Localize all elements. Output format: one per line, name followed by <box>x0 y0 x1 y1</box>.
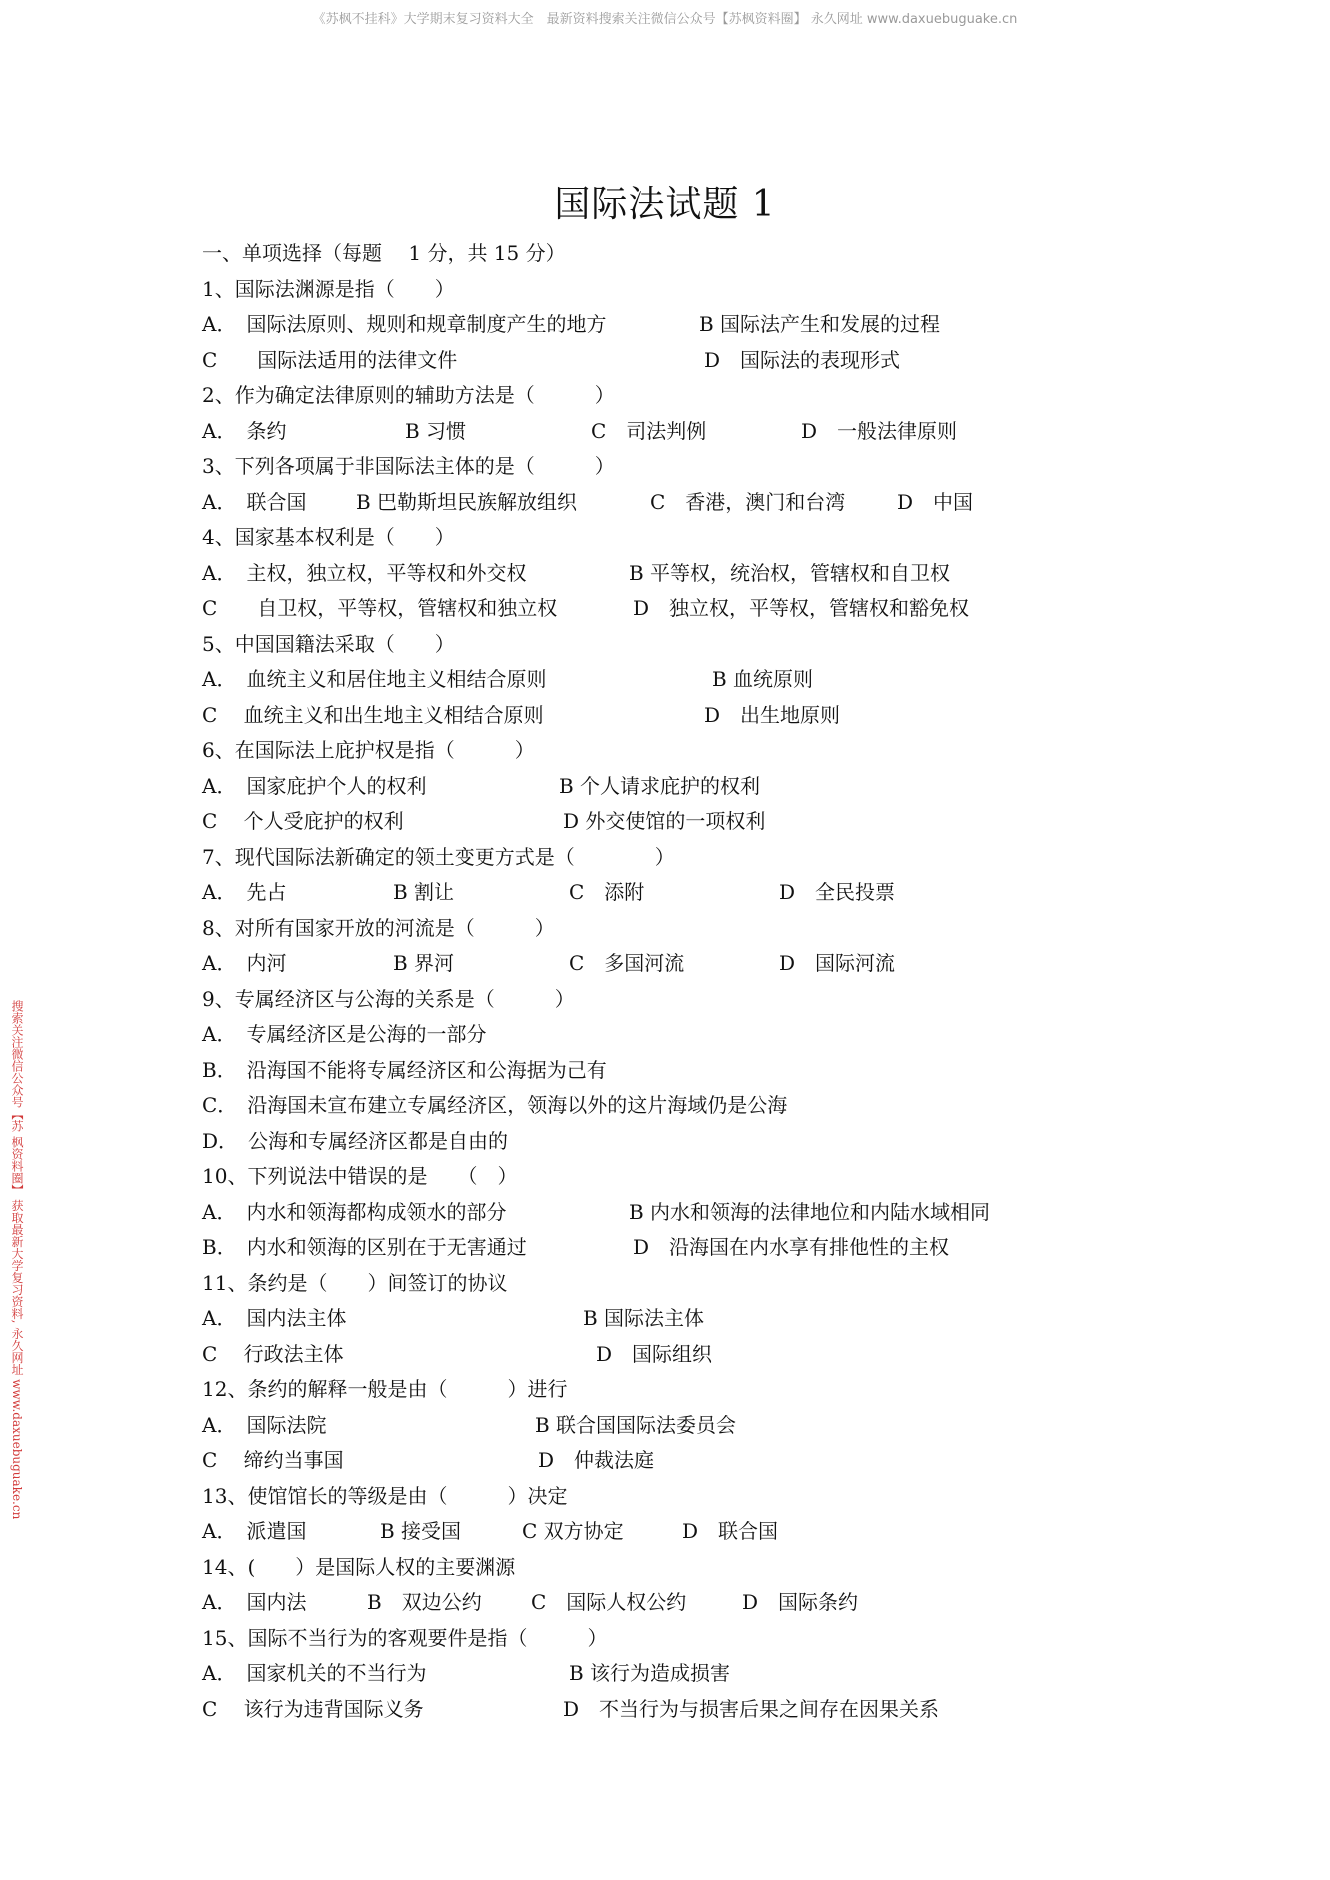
option-row <box>202 1656 1222 1692</box>
option-row <box>202 1053 1222 1089</box>
option-a: A． 国家机关的不当行为 <box>202 1661 427 1685</box>
option-b: B 联合国国际法委员会 <box>535 1412 737 1437</box>
option-c: C 血统主义和出生地主义相结合原则 <box>202 702 544 727</box>
question-stem: 3、下列各项属于非国际法主体的是（ ） <box>202 454 615 478</box>
option-c: B． 内水和领海的区别在于无害通过 <box>202 1235 527 1259</box>
page-title: 国际法试题 1 <box>554 184 776 225</box>
option-c: C 自卫权，平等权，管辖权和独立权 <box>202 596 558 620</box>
option-d: D 仲裁法庭 <box>538 1448 655 1472</box>
question-stem: 11、条约是（ ）间签订的协议 <box>202 1270 508 1295</box>
question-stem: 2、作为确定法律原则的辅助方法是（ ） <box>202 383 615 407</box>
option-row <box>202 591 1222 627</box>
option-d: D 沿海国在内水享有排他性的主权 <box>633 1235 950 1259</box>
option-c: C． 沿海国未宣布建立专属经济区，领海以外的这片海域仍是公海 <box>202 1093 788 1117</box>
option-row <box>202 1017 1222 1053</box>
option-b: B 国际法产生和发展的过程 <box>699 312 941 336</box>
option-a: A． 先占 <box>202 880 287 904</box>
exam-content <box>202 236 1222 1727</box>
option-c: C 缔约当事国 <box>202 1448 344 1472</box>
option-row <box>202 804 1222 840</box>
option-row <box>202 1692 1222 1728</box>
option-c: C 行政法主体 <box>202 1341 344 1366</box>
option-d: D 国际条约 <box>742 1590 859 1614</box>
question-stem: 10、下列说法中错误的是 （ ） <box>202 1164 518 1188</box>
option-row <box>202 662 1222 698</box>
option-d: D 中国 <box>897 489 974 514</box>
option-b: B 该行为造成损害 <box>569 1661 731 1685</box>
option-b: B 界河 <box>393 951 455 975</box>
option-row <box>202 1230 1222 1266</box>
question-stem: 14、( ）是国际人权的主要渊源 <box>202 1554 516 1579</box>
option-a: A． 条约 <box>202 418 287 443</box>
option-d: D 国际组织 <box>596 1341 713 1366</box>
option-row <box>202 946 1222 982</box>
option-row <box>202 1408 1222 1444</box>
option-row <box>202 698 1222 734</box>
option-a: A． 国内法主体 <box>202 1306 347 1330</box>
option-a: A． 联合国 <box>202 489 307 514</box>
option-b: B 习惯 <box>405 418 467 443</box>
option-b: B 国际法主体 <box>583 1306 705 1330</box>
option-row <box>202 485 1222 521</box>
option-row <box>202 343 1222 379</box>
option-row <box>202 556 1222 592</box>
option-row <box>202 1585 1222 1621</box>
option-b: B 双边公约 <box>367 1590 482 1614</box>
question-stem: 6、在国际法上庇护权是指（ ） <box>202 738 535 762</box>
question-stem: 12、条约的解释一般是由（ ）进行 <box>202 1377 568 1401</box>
option-b: B 巴勒斯坦民族解放组织 <box>356 489 578 514</box>
option-a: A． 血统主义和居住地主义相结合原则 <box>202 667 547 691</box>
question-stem: 4、国家基本权利是（ ） <box>202 525 455 549</box>
option-d: D 不当行为与损害后果之间存在因果关系 <box>563 1696 940 1721</box>
option-row <box>202 1195 1222 1231</box>
option-c: C 个人受庇护的权利 <box>202 809 404 833</box>
header-banner: 《苏枫不挂科》大学期末复习资料大全 最新资料搜索关注微信公众号【苏枫资料圈】 永久网址 www.daxuebuguake.cn <box>312 12 1018 27</box>
option-d: D 出生地原则 <box>704 702 841 727</box>
option-b: B 割让 <box>393 880 455 904</box>
option-d: D 联合国 <box>682 1519 779 1543</box>
option-row <box>202 1088 1222 1124</box>
option-d: D 国际河流 <box>779 951 896 975</box>
option-a: A． 主权，独立权，平等权和外交权 <box>202 560 527 585</box>
option-c: C 添附 <box>569 880 645 904</box>
question-stem: 7、现代国际法新确定的领土变更方式是（ ） <box>202 844 675 869</box>
option-row <box>202 875 1222 911</box>
option-c: C 国际人权公约 <box>531 1590 687 1614</box>
option-row <box>202 307 1222 343</box>
option-a: A． 国家庇护个人的权利 <box>202 773 427 798</box>
option-a: A． 内水和领海都构成领水的部分 <box>202 1199 507 1224</box>
option-c: C 香港，澳门和台湾 <box>650 489 846 514</box>
option-b: B 血统原则 <box>712 667 814 691</box>
section-heading: 一、单项选择（每题 1 分，共 15 分） <box>202 241 566 265</box>
question-stem: 1、国际法渊源是指（ ） <box>202 276 455 301</box>
side-banner: 搜索关注微信公众号【苏 枫资料圈】 获取最新大学复习资料, 永久网址 www.daxuebuguake.cn <box>10 1000 24 1520</box>
option-b: B 个人请求庇护的权利 <box>559 773 761 798</box>
question-stem: 15、国际不当行为的客观要件是指（ ） <box>202 1625 608 1650</box>
option-c: C 国际法适用的法律文件 <box>202 347 458 372</box>
option-row <box>202 1124 1222 1160</box>
option-b: B 平等权，统治权，管辖权和自卫权 <box>629 560 951 585</box>
question-stem: 13、使馆馆长的等级是由（ ）决定 <box>202 1483 568 1508</box>
question-stem: 5、中国国籍法采取（ ） <box>202 631 455 656</box>
option-c: C 双方协定 <box>522 1519 624 1543</box>
question-stem: 9、专属经济区与公海的关系是（ ） <box>202 986 575 1011</box>
option-d: D 全民投票 <box>779 880 896 904</box>
option-d: D 外交使馆的一项权利 <box>563 809 766 833</box>
option-c: C 司法判例 <box>591 418 707 443</box>
option-a: A． 国内法 <box>202 1590 307 1614</box>
option-row <box>202 769 1222 805</box>
option-row <box>202 1337 1222 1373</box>
option-b: B 内水和领海的法律地位和内陆水域相同 <box>629 1199 991 1224</box>
option-row <box>202 1443 1222 1479</box>
option-a: A． 专属经济区是公海的一部分 <box>202 1022 487 1046</box>
option-row <box>202 1514 1222 1550</box>
option-b: B． 沿海国不能将专属经济区和公海据为己有 <box>202 1057 607 1082</box>
option-c: C 该行为违背国际义务 <box>202 1696 424 1721</box>
option-d: D． 公海和专属经济区都是自由的 <box>202 1128 509 1153</box>
option-row <box>202 414 1222 450</box>
option-a: A． 国际法原则、规则和规章制度产生的地方 <box>202 312 607 336</box>
option-b: B 接受国 <box>380 1519 462 1543</box>
option-d: D 一般法律原则 <box>801 418 958 443</box>
option-a: A． 内河 <box>202 951 287 975</box>
option-a: A． 国际法院 <box>202 1412 327 1437</box>
option-d: D 独立权，平等权，管辖权和豁免权 <box>633 596 970 620</box>
question-stem: 8、对所有国家开放的河流是（ ） <box>202 915 555 940</box>
option-row <box>202 1301 1222 1337</box>
option-a: A． 派遣国 <box>202 1519 307 1543</box>
option-c: C 多国河流 <box>569 951 685 975</box>
option-d: D 国际法的表现形式 <box>704 347 901 372</box>
